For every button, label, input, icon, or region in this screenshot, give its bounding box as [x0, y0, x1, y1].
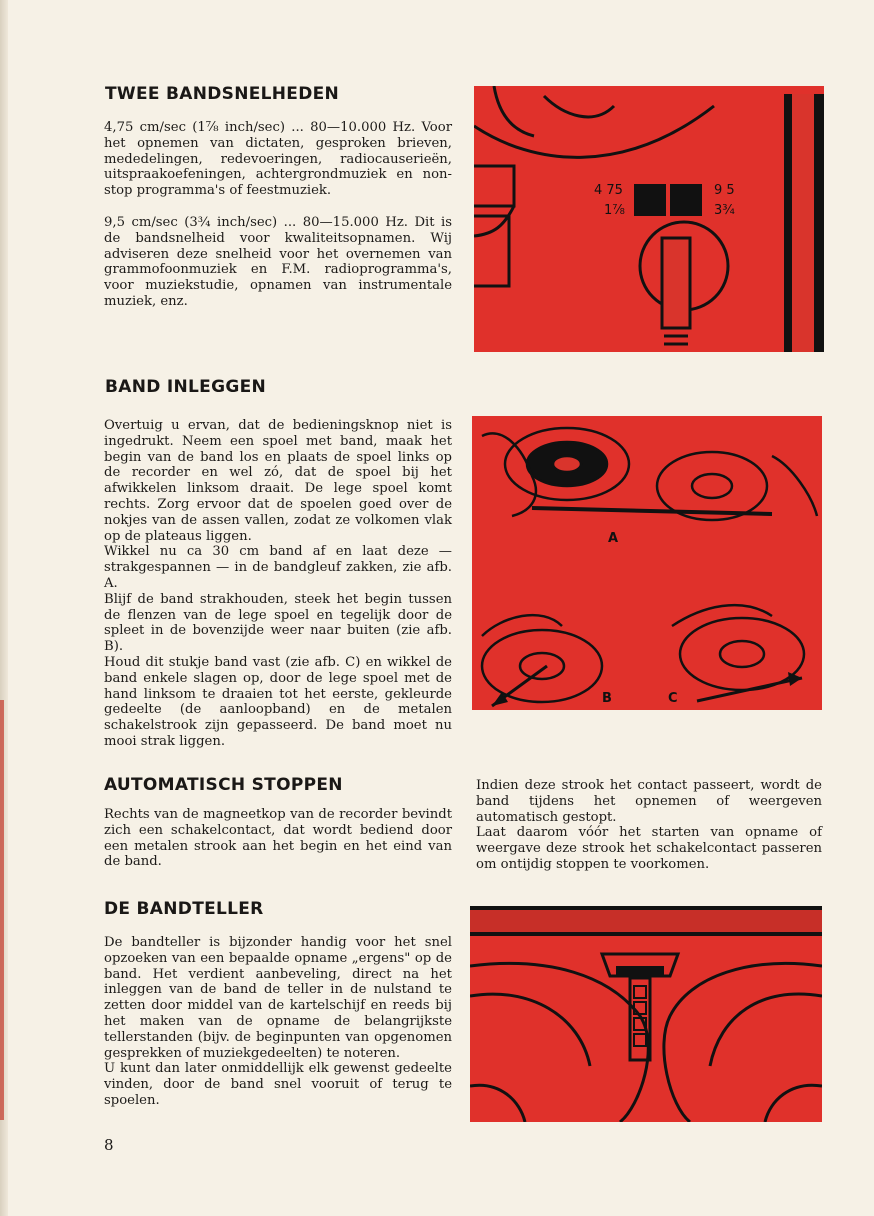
reel-outline-left: [470, 963, 648, 1122]
loading-text: [104, 418, 452, 750]
tape-counter-illustration: [470, 906, 822, 1122]
autostop-paragraph-right-2: Laat daarom vóór het starten van opname of weergave deze strook het schakelcontact passeren om ontijdig stoppen te voorkomen.: [476, 825, 822, 872]
reel-edge-line: [474, 106, 714, 157]
heading-two-speeds: TWEE BANDSNELHEDEN: [105, 84, 340, 104]
tape-strip: [532, 508, 772, 514]
speed-label-right-top: 9 5: [714, 183, 735, 198]
speed-label-right-bottom: 3¾: [714, 203, 735, 218]
speed-button-right: [670, 184, 702, 216]
loading-paragraph-1: Overtuig u ervan, dat de bedieningsknop niet is ingedrukt. Neem een spoel met band, maak het begin van de band los en plaats de spoel links op de recorder en wel zó, dat de spoel bij het afwikkelen linksom draait. De lege spoel komt rechts. Zorg ervoor dat de spoelen goed over de nokjes van de assen vallen, zodat ze volkomen vlak op de plateaus liggen.: [104, 418, 452, 544]
threading-illustration: [472, 416, 822, 710]
selector-knob: [640, 222, 728, 344]
loading-paragraph-4: Houd dit stukje band vast (zie afb. C) en wikkel de band enkele slagen op, door de lege spoel met de hand linksom te draaien tot het eerste, gekleurde gedeelte (de aanloopband) en de metalen schakelstrook zijn gepasseerd. De band moet nu mooi strak liggen.: [104, 654, 452, 749]
page-number: 8: [104, 1136, 114, 1154]
autostop-text-left: [104, 807, 452, 870]
figure-label-b: B: [602, 691, 612, 706]
speed-label-left-top: 4 75: [594, 183, 623, 198]
autostop-paragraph-right-1: Indien deze strook het contact passeert, wordt de band tijdens het opnemen of weergeven automatisch gestopt.: [476, 778, 822, 825]
counter-text: [104, 935, 452, 1109]
speed-button-left: [634, 184, 666, 216]
figure-label-a: A: [608, 531, 619, 546]
speeds-text: [104, 120, 452, 310]
loading-paragraph-2: Wikkel nu ca 30 cm band af en laat deze — strakgespannen — in de bandgleuf zakken, zie afb. A.: [104, 544, 452, 591]
cover-edge: [0, 700, 4, 1120]
counter-wheel: [616, 966, 664, 976]
figure-label-c: C: [668, 691, 678, 706]
speed-selector-illustration: [474, 86, 824, 352]
autostop-text-right: [476, 778, 822, 873]
autostop-paragraph-left: Rechts van de magneetkop van de recorder bevindt zich een schakelcontact, dat wordt bediend door een metalen strook aan het begin en het eind van de band.: [104, 807, 452, 870]
loading-paragraph-3: Blijf de band strakhouden, steek het begin tussen de flenzen van de lege spoel en tegelijk door de spleet in de bovenzijde weer naar buiten (zie afb. B).: [104, 591, 452, 655]
heading-automatisch-stoppen: AUTOMATISCH STOPPEN: [104, 775, 343, 795]
reel-b: [482, 630, 602, 702]
speed-selector-drawing: [474, 86, 824, 352]
counter-paragraph-1: De bandteller is bijzonder handig voor het snel opzoeken van een bepaalde opname „ergens" op de band. Het verdient aanbeveling, direct na het inleggen van de band de teller in de nulstand te zetten door middel van de kartelschijf en reeds bij het maken van de opname de belangrijkste tellerstanden (bijv. de beginpunten van opgenomen gesprekken of muziekgedeelten) te noteren.: [104, 935, 452, 1061]
tape-counter-drawing: [470, 906, 822, 1122]
speeds-paragraph-1: 4,75 cm/sec (1⅞ inch/sec) ... 80—10.000 Hz. Voor het opnemen van dictaten, gesproken brieven, mededelingen, redevoeringen, radiocauserieën, uitspraakoefeningen, achtergrondmuziek en non-stop programma's of feestmuziek.: [104, 120, 452, 199]
reel-outline-right: [664, 963, 822, 1122]
heading-band-inleggen: BAND INLEGGEN: [105, 377, 267, 397]
reel-c: [680, 618, 804, 690]
counter-paragraph-2: U kunt dan later onmiddellijk elk gewenst gedeelte vinden, door de band snel vooruit of terug te spoelen.: [104, 1061, 452, 1108]
heading-bandteller: DE BANDTELLER: [104, 899, 264, 919]
speed-label-left-bottom: 1⅞: [604, 203, 625, 218]
speeds-paragraph-2: 9,5 cm/sec (3¾ inch/sec) ... 80—15.000 Hz. Dit is de bandsnelheid voor kwaliteitsopnamen. Wij adviseren deze snelheid voor het overnemen van grammofoonmuziek en F.M. radioprogramma's, voor muziekstudie, opnamen van instrumentale muziek, enz.: [104, 214, 452, 309]
threading-drawing: [472, 416, 822, 710]
